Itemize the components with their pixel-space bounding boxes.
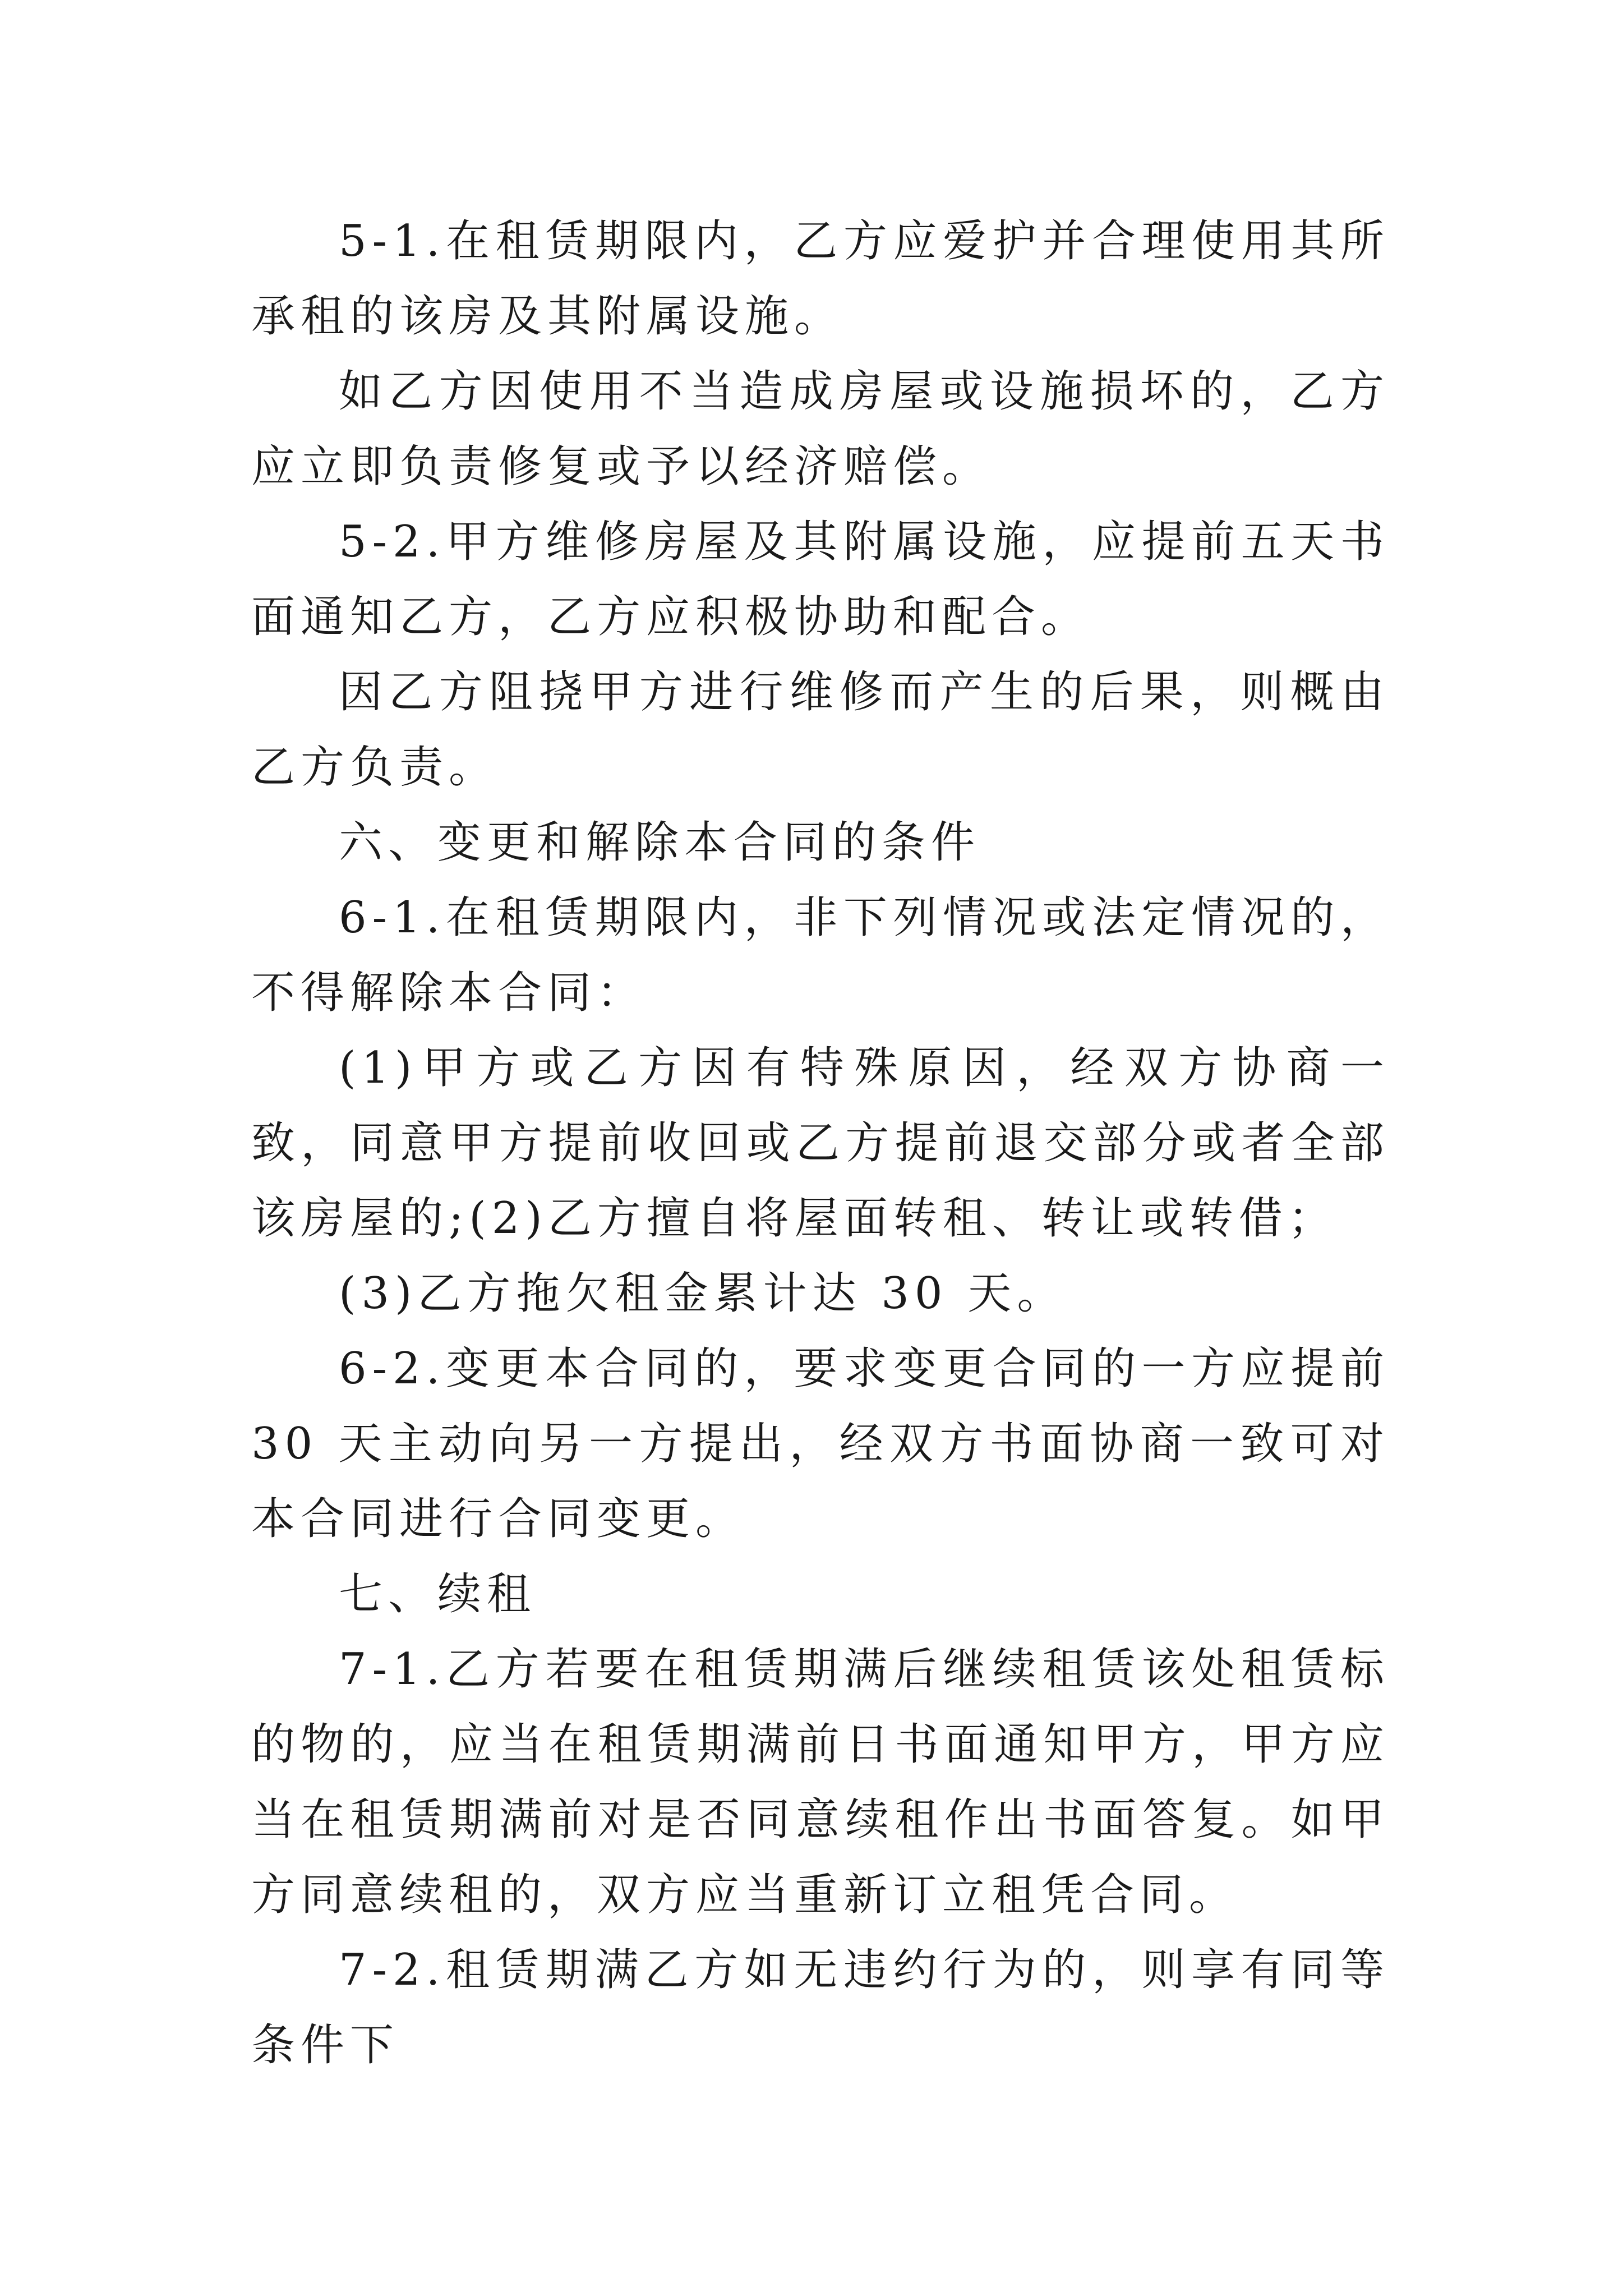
paragraph-5-1: 5-1.在租赁期限内，乙方应爱护并合理使用其所承租的该房及其附属设施。 [251, 216, 1390, 342]
paragraph-6-1-items-1-2: (1)甲方或乙方因有特殊原因，经双方协商一致，同意甲方提前收回或乙方提前退交部分或者全部该房屋的;(2)乙方擅自将屋面转租、转让或转借； [251, 1043, 1390, 1244]
paragraph-7-2: 7-2.租赁期满乙方如无违约行为的，则享有同等条件下 [251, 1945, 1390, 2070]
paragraph-6-2: 6-2.变更本合同的，要求变更合同的一方应提前 30 天主动向另一方提出，经双方书面协商一致可对本合同进行合同变更。 [251, 1343, 1390, 1544]
paragraph-7-1: 7-1.乙方若要在租赁期满后继续租赁该处租赁标的物的，应当在租赁期满前日书面通知甲方，甲方应当在租赁期满前对是否同意续租作出书面答复。如甲方同意续租的，双方应当重新订立租凭合同。 [251, 1644, 1390, 1920]
paragraph-6-1: 6-1.在租赁期限内，非下列情况或法定情况的，不得解除本合同： [251, 892, 1390, 1018]
document-body [251, 204, 1390, 2083]
paragraph-5-2: 5-2.甲方维修房屋及其附属设施，应提前五天书面通知乙方，乙方应积极协助和配合。 [251, 517, 1390, 642]
paragraph-6-1-item-3: (3)乙方拖欠租金累计达 30 天。 [339, 1268, 1067, 1319]
section-heading-6: 六、变更和解除本合同的条件 [339, 817, 981, 868]
section-heading-7: 七、续租 [339, 1569, 537, 1619]
paragraph-obstruction: 因乙方阻挠甲方进行维修而产生的后果，则概由乙方负责。 [251, 667, 1390, 793]
paragraph-damage-repair: 如乙方因使用不当造成房屋或设施损坏的，乙方应立即负责修复或予以经济赔偿。 [251, 366, 1390, 492]
